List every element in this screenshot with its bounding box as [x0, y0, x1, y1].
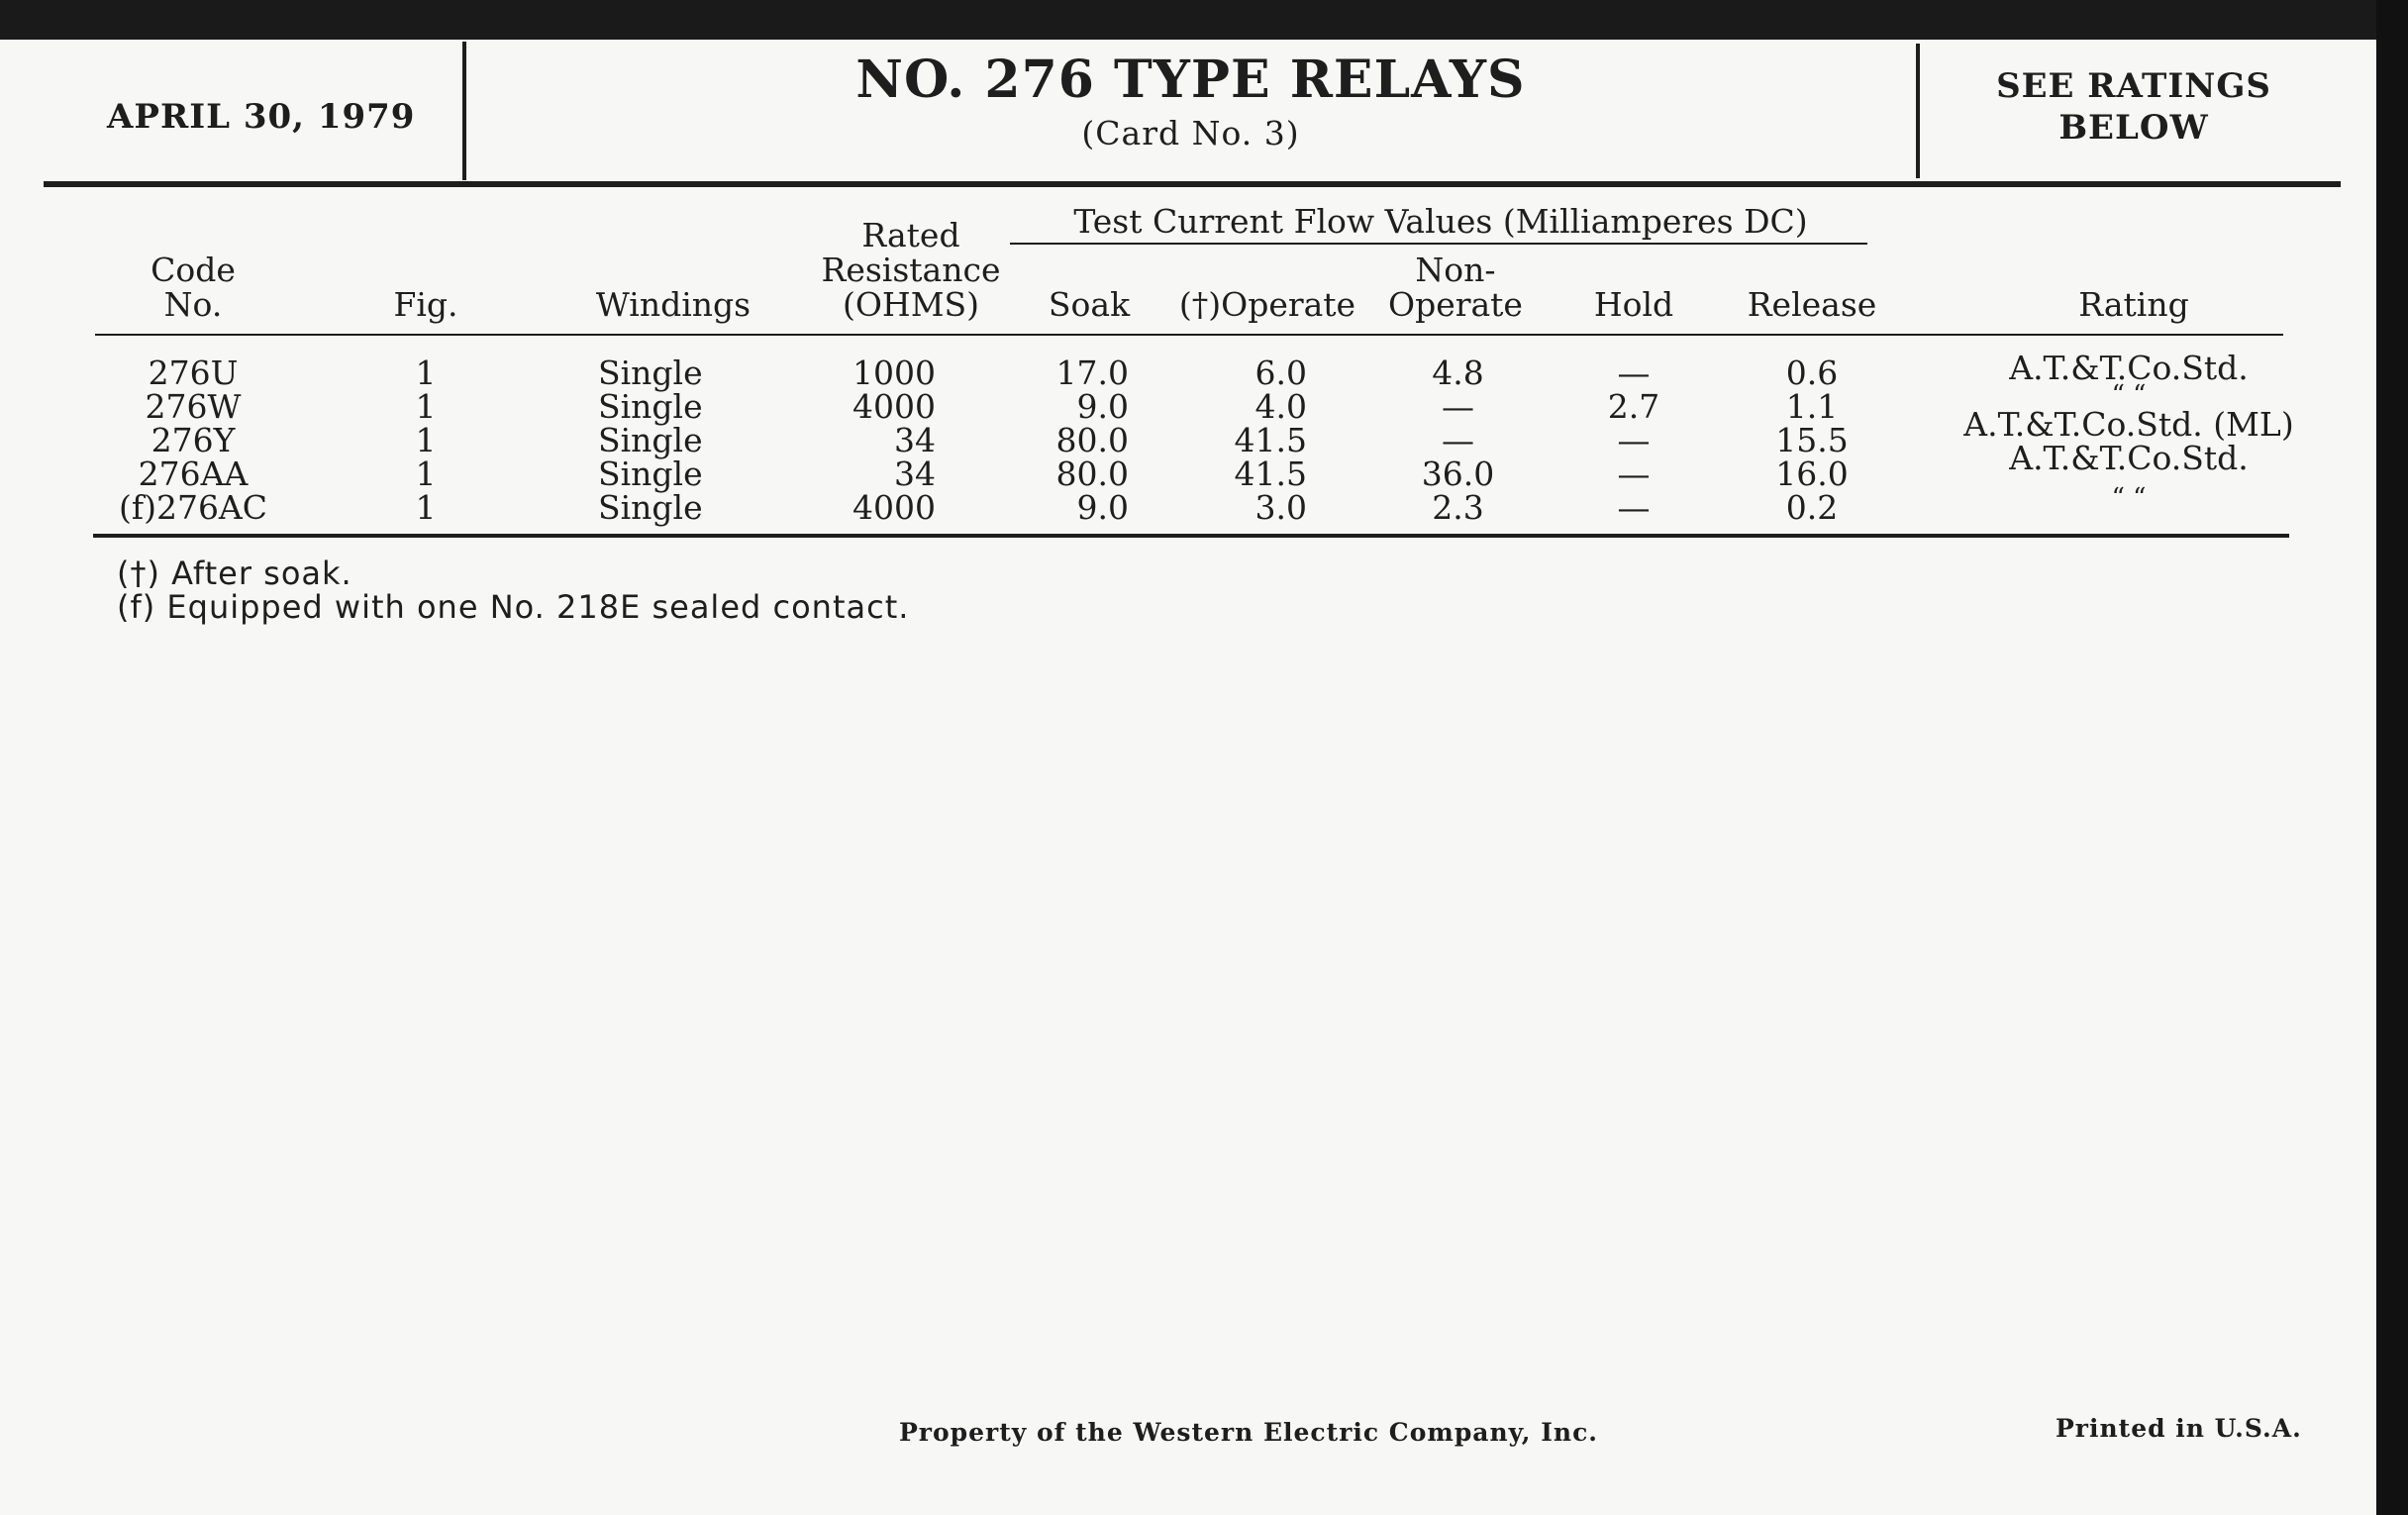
cell-code: 276AA — [138, 454, 249, 493]
footnote-after-soak: (†) After soak. — [117, 555, 352, 592]
cell-windings: Single — [598, 488, 703, 527]
header-divider-right — [1916, 44, 1920, 178]
header-rule — [44, 181, 2341, 187]
cell-hold: — — [1617, 454, 1651, 493]
cell-code: 276Y — [150, 421, 236, 459]
footnote-sealed-contact: (f) Equipped with one No. 218E sealed contact. — [117, 588, 910, 626]
cell-code: (f)276AC — [118, 488, 268, 527]
cell-soak: 80.0 — [1055, 454, 1129, 493]
cell-soak: 80.0 — [1055, 421, 1129, 459]
header-operate: (†)Operate — [1178, 285, 1356, 324]
cell-operate: 6.0 — [1254, 354, 1307, 392]
cell-soak: 9.0 — [1076, 488, 1129, 527]
ratings-note-line2: BELOW — [2058, 108, 2209, 148]
header-rating: Rating — [2078, 285, 2189, 324]
cell-release: 15.5 — [1775, 421, 1849, 459]
header-code-line1: Code — [150, 251, 236, 289]
group-underline — [1010, 243, 1867, 245]
footer-property: Property of the Western Electric Company, Inc. — [899, 1418, 1599, 1447]
header-resistance-line3: (OHMS) — [843, 285, 979, 324]
header-nonoperate-line1: Non- — [1415, 251, 1496, 289]
page-title: NO. 276 TYPE RELAYS — [855, 50, 1526, 110]
rating-value: A.T.&T.Co.Std. (ML) — [1963, 405, 2294, 444]
header-test-current-group: Test Current Flow Values (Milliamperes DC) — [1073, 202, 1808, 241]
cell-release: 1.1 — [1785, 387, 1839, 426]
header-resistance-line1: Rated — [861, 216, 960, 254]
cell-hold: 2.7 — [1607, 387, 1660, 426]
relay-card — [0, 40, 2376, 1515]
cell-code: 276U — [148, 354, 239, 392]
cell-operate: 4.0 — [1254, 387, 1307, 426]
cell-nonoperate: 36.0 — [1421, 454, 1495, 493]
header-release: Release — [1747, 285, 1877, 324]
ratings-note-line1: SEE RATINGS — [1996, 66, 2271, 106]
cell-fig: 1 — [415, 488, 437, 527]
cell-code: 276W — [145, 387, 242, 426]
header-windings: Windings — [595, 285, 752, 324]
rating-value: A.T.&T.Co.Std. — [2009, 349, 2249, 387]
cell-windings: Single — [598, 354, 703, 392]
cell-windings: Single — [598, 454, 703, 493]
cell-hold: — — [1617, 421, 1651, 459]
cell-soak: 17.0 — [1055, 354, 1129, 392]
cell-operate: 3.0 — [1254, 488, 1307, 527]
cell-resistance: 4000 — [853, 387, 936, 426]
table-bottom-rule — [93, 534, 2289, 538]
cell-resistance: 34 — [894, 454, 936, 493]
cell-windings: Single — [598, 387, 703, 426]
header-resistance-line2: Resistance — [821, 251, 1001, 289]
rating-ditto: “ “ — [2111, 380, 2147, 410]
cell-operate: 41.5 — [1234, 454, 1307, 493]
cell-fig: 1 — [415, 387, 437, 426]
cell-release: 0.6 — [1785, 354, 1839, 392]
header-code-line2: No. — [163, 285, 223, 324]
cell-nonoperate: 2.3 — [1432, 488, 1484, 527]
scan-border-top — [0, 0, 2408, 40]
scan-border-right — [2376, 0, 2408, 1515]
cell-resistance: 34 — [894, 421, 936, 459]
header-soak: Soak — [1048, 285, 1131, 324]
cell-release: 0.2 — [1785, 488, 1839, 527]
cell-release: 16.0 — [1775, 454, 1849, 493]
page-subtitle: (Card No. 3) — [1081, 114, 1300, 152]
footer-printed: Printed in U.S.A. — [2056, 1414, 2302, 1443]
header-nonoperate — [1376, 252, 1535, 322]
cell-nonoperate: — — [1442, 421, 1474, 459]
cell-soak: 9.0 — [1076, 387, 1129, 426]
header-resistance — [792, 218, 1030, 322]
rating-value: A.T.&T.Co.Std. — [2009, 439, 2249, 477]
header-hold: Hold — [1593, 285, 1674, 324]
cell-resistance: 1000 — [853, 354, 936, 392]
card-date: APRIL 30, 1979 — [107, 97, 416, 137]
cell-resistance: 4000 — [853, 488, 936, 527]
header-code — [109, 252, 277, 322]
ratings-note — [1921, 65, 2347, 149]
cell-windings: Single — [598, 421, 703, 459]
cell-hold: — — [1617, 354, 1651, 392]
rating-ditto: “ “ — [2111, 483, 2147, 513]
cell-fig: 1 — [415, 354, 437, 392]
cell-fig: 1 — [415, 454, 437, 493]
cell-operate: 41.5 — [1234, 421, 1307, 459]
header-bottom-rule — [95, 334, 2283, 336]
cell-nonoperate: 4.8 — [1432, 354, 1484, 392]
header-nonoperate-line2: Operate — [1388, 285, 1523, 324]
header-fig: Fig. — [393, 285, 458, 324]
cell-hold: — — [1617, 488, 1651, 527]
cell-nonoperate: — — [1442, 387, 1474, 426]
cell-fig: 1 — [415, 421, 437, 459]
